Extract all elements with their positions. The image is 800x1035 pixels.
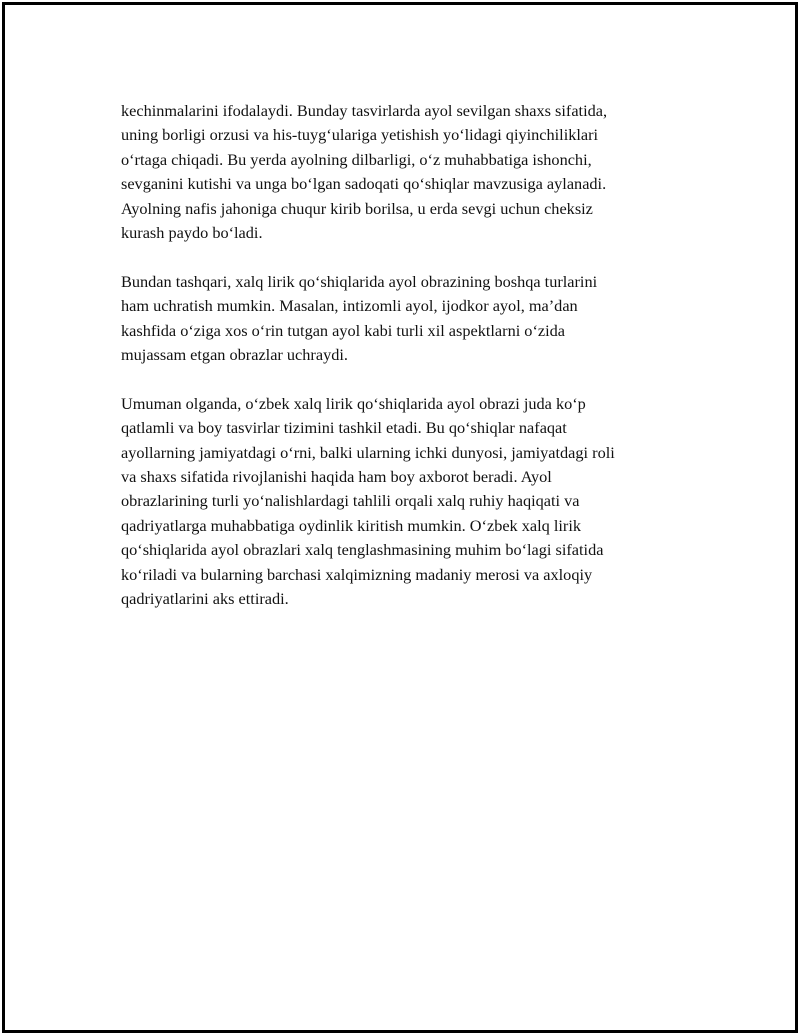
paragraph-1: kechinmalarini ifodalaydi. Bunday tasvirlarda ayol sevilgan shaxs sifatida, uning borligi orzusi va his-tuyg‘ulariga yetishish yo‘lidagi qiyinchiliklari o‘rtaga chiqadi. Bu yerda ayolning dilbarligi, o‘z muhabbatiga ishonchi, sevganini kutishi va unga bo‘lgan sadoqati qo‘shiqlar mavzusiga aylanadi. Ayolning nafis jahoniga chuqur kirib borilsa, u erda sevgi uchun cheksiz kurash paydo bo‘ladi. xyxy=(121,101,608,243)
page-frame xyxy=(2,2,798,1033)
page-content xyxy=(121,99,701,636)
paragraph-2: Bundan tashqari, xalq lirik qo‘shiqlarida ayol obrazining boshqa turlarini ham uchratish mumkin. Masalan, intizomli ayol, ijodkor ayol, ma’dan kashfida o‘ziga xos o‘rin tutgan ayol kabi turli xil aspektlarni o‘zida mujassam etgan obrazlar uchraydi. xyxy=(121,271,598,365)
paragraph-3: Umuman olganda, o‘zbek xalq lirik qo‘shiqlarida ayol obrazi juda ko‘p qatlamli va boy tasvirlar tizimini tashkil etadi. Bu qo‘shiqlar nafaqat ayollarning jamiyatdagi o‘rni, balki ularning ichki dunyosi, jamiyatdagi roli va shaxs sifatida rivojlanishi haqida ham boy axborot beradi. Ayol obrazlarining turli yo‘nalishlardagi tahlili orqali xalq ruhiy haqiqati va qadriyatlarga muhabbatiga oydinlik kiritish mumkin. O‘zbek xalq lirik qo‘shiqlarida ayol obrazlari xalq tenglashmasining muhim bo‘lagi sifatida ko‘riladi va bularning barchasi xalqimizning madaniy merosi va axloqiy qadriyatlarini aks ettiradi. xyxy=(121,393,615,609)
